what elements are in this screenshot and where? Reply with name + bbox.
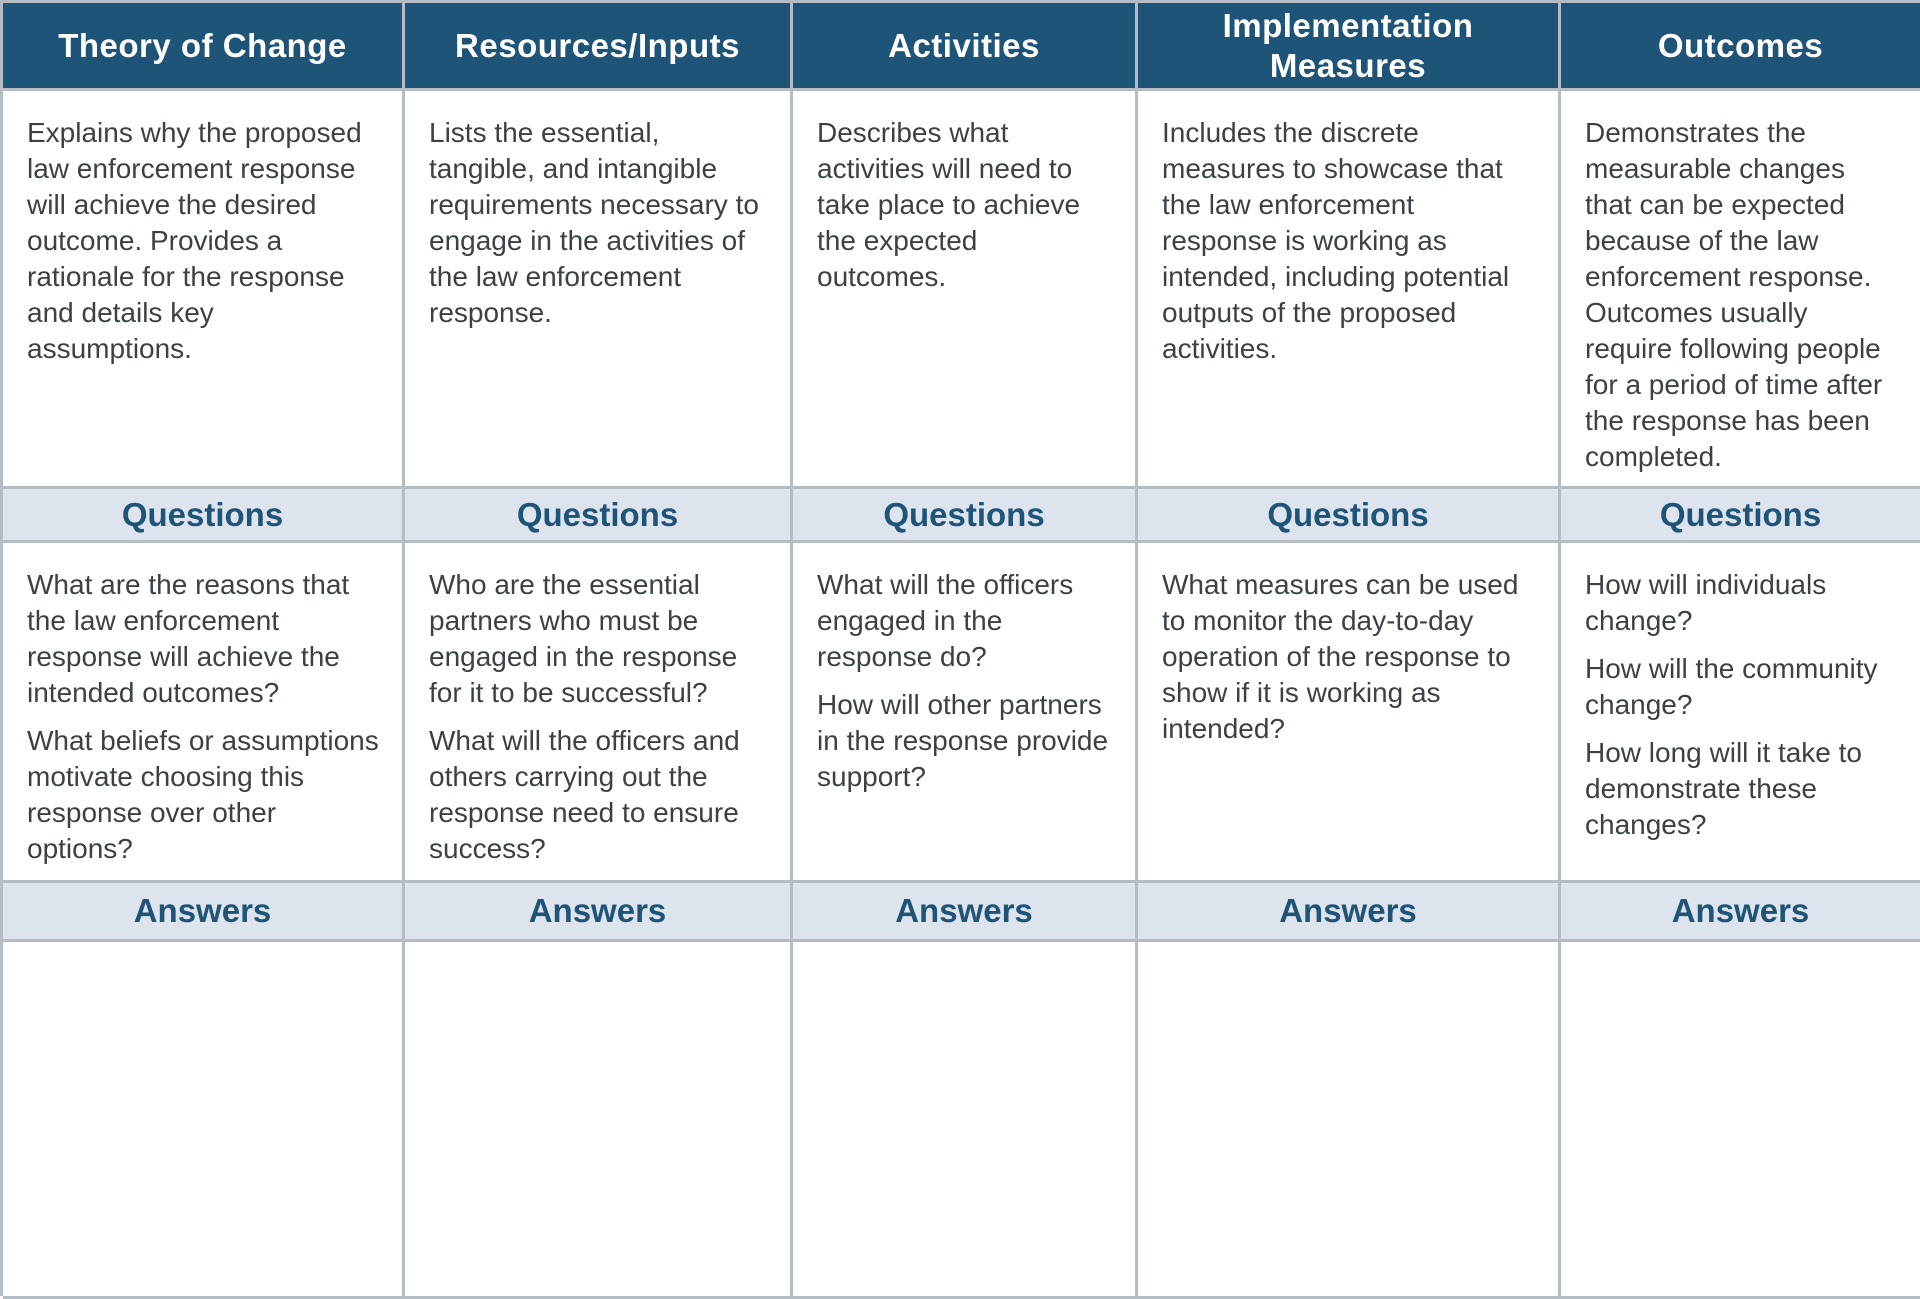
- questions-label: Questions: [1138, 489, 1561, 543]
- question-text: Who are the essential partners who must be engaged in the response for it to be successful?: [429, 569, 738, 708]
- question-text: How will the community change?: [1585, 653, 1878, 720]
- description-text: Includes the discrete measures to showcase that the law enforcement response is working as intended, including potential outputs of the proposed activities.: [1162, 117, 1510, 364]
- answers-label: Answers: [1138, 883, 1561, 942]
- question-text: How long will it take to demonstrate these changes?: [1585, 737, 1863, 840]
- description-outcomes: [1561, 91, 1920, 489]
- description-implementation-measures: [1138, 91, 1561, 489]
- description-text: Lists the essential, tangible, and intangible requirements necessary to engage in the activities of the law enforcement response.: [429, 117, 759, 328]
- answer-field-theory-of-change[interactable]: [3, 942, 405, 1299]
- description-text: Demonstrates the measurable changes that can be expected because of the law enforcement response. Outcomes usually require following people for a period of time after the response has been completed.: [1585, 117, 1883, 472]
- header-resources-inputs: Resources/Inputs: [405, 3, 793, 91]
- questions-label: Questions: [405, 489, 793, 543]
- questions-label: Questions: [3, 489, 405, 543]
- question-text: What beliefs or assumptions motivate choosing this response over other options?: [27, 725, 379, 864]
- header-implementation-measures: Implementation Measures: [1138, 3, 1561, 91]
- questions-resources-inputs: [405, 543, 793, 883]
- description-activities: [793, 91, 1138, 489]
- question-text: How will individuals change?: [1585, 569, 1827, 636]
- questions-implementation-measures: [1138, 543, 1561, 883]
- answers-label: Answers: [1561, 883, 1920, 942]
- header-activities: Activities: [793, 3, 1138, 91]
- questions-outcomes: [1561, 543, 1920, 883]
- header-theory-of-change: Theory of Change: [3, 3, 405, 91]
- answer-field-outcomes[interactable]: [1561, 942, 1920, 1299]
- answer-field-resources-inputs[interactable]: [405, 942, 793, 1299]
- questions-activities: [793, 543, 1138, 883]
- question-text: What will the officers and others carrying out the response need to ensure success?: [429, 725, 740, 864]
- answer-field-implementation-measures[interactable]: [1138, 942, 1561, 1299]
- description-theory-of-change: [3, 91, 405, 489]
- description-text: Describes what activities will need to take place to achieve the expected outcomes.: [817, 117, 1081, 292]
- answers-label: Answers: [405, 883, 793, 942]
- answers-label: Answers: [3, 883, 405, 942]
- answer-field-activities[interactable]: [793, 942, 1138, 1299]
- questions-theory-of-change: [3, 543, 405, 883]
- question-text: What measures can be used to monitor the day-to-day operation of the response to show if it is working as intended?: [1162, 569, 1519, 744]
- question-text: How will other partners in the response provide support?: [817, 689, 1109, 792]
- description-resources-inputs: [405, 91, 793, 489]
- description-text: Explains why the proposed law enforcement response will achieve the desired outcome. Provides a rationale for the response and details key assumptions.: [27, 117, 362, 364]
- header-outcomes: Outcomes: [1561, 3, 1920, 91]
- questions-label: Questions: [793, 489, 1138, 543]
- answers-label: Answers: [793, 883, 1138, 942]
- question-text: What will the officers engaged in the response do?: [817, 569, 1074, 672]
- question-text: What are the reasons that the law enforcement response will achieve the intended outcomes?: [27, 569, 350, 708]
- questions-label: Questions: [1561, 489, 1920, 543]
